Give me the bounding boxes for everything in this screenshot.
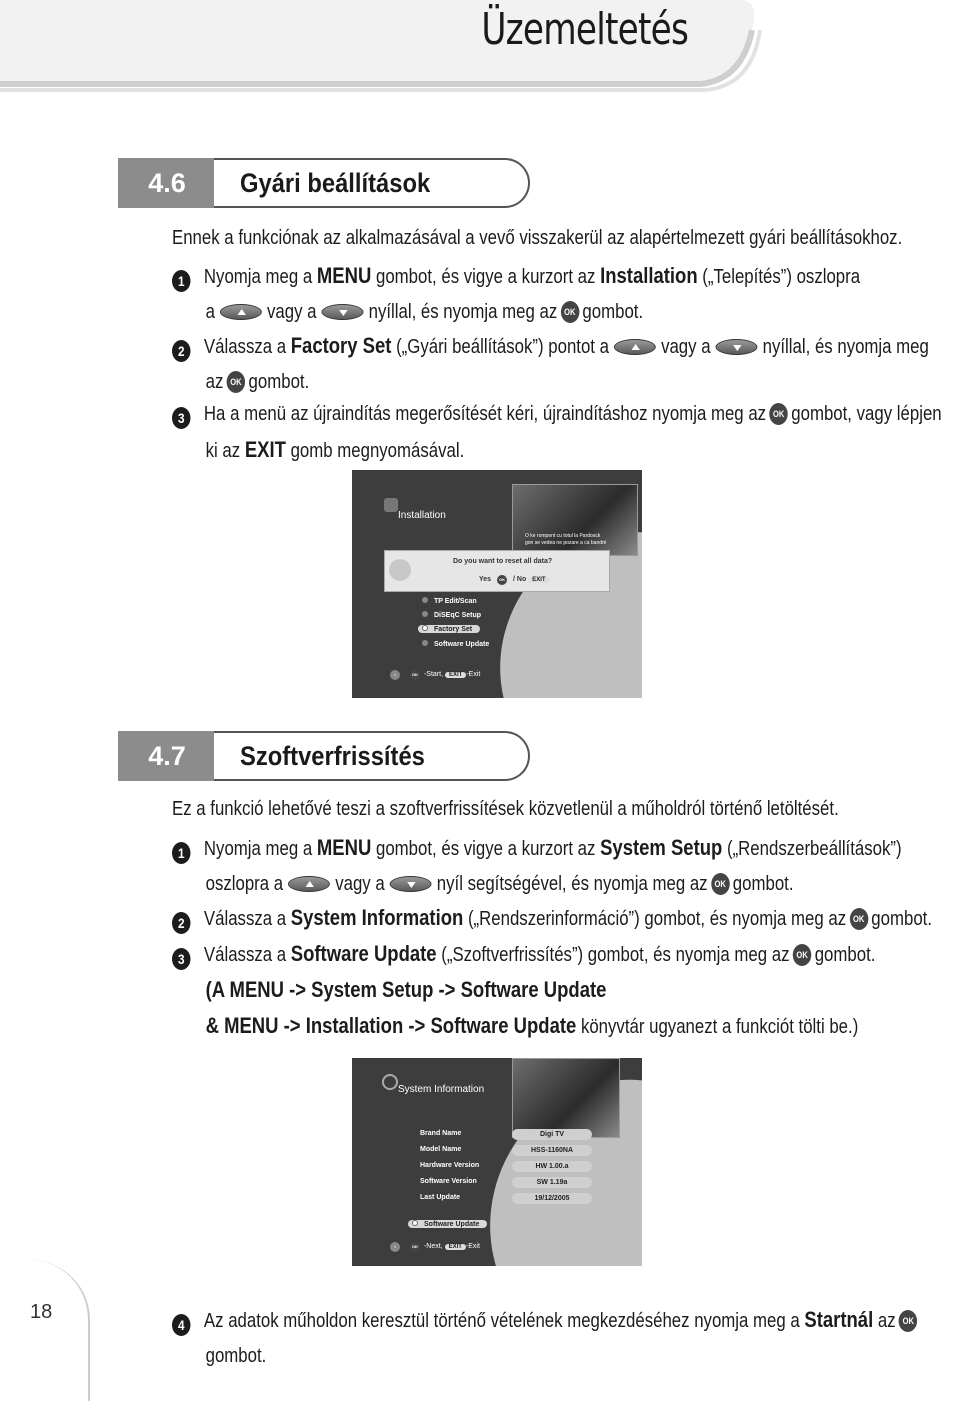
step-number: 3 [172, 407, 190, 429]
menu-item-software-update[interactable]: Software Update [422, 640, 489, 648]
info-label: Brand Name [420, 1130, 462, 1137]
section-header-4-6 [118, 158, 530, 208]
confirm-options: Yes OK / No EXIT [479, 575, 550, 585]
ok-button-icon: OK [227, 371, 245, 393]
step-number: 3 [172, 948, 190, 970]
section-intro: Ez a funkció lehetővé teszi a szoftverfrissítések közvetlenül a műholdról történő letöltését. [172, 798, 839, 820]
step-number: 2 [172, 912, 190, 934]
gear-icon [382, 1074, 398, 1090]
ok-button-icon: OK [769, 403, 787, 425]
down-arrow-icon [716, 339, 758, 355]
ok-button-icon: OK [561, 301, 579, 323]
system-information-screen [352, 1058, 642, 1266]
step-number: 4 [172, 1314, 190, 1336]
section-title: Szoftverfrissítés [240, 741, 425, 771]
no-option[interactable]: No [516, 576, 527, 583]
info-value: 19/12/2005 [512, 1193, 592, 1204]
step-1: 1 Nyomja meg a MENU gombot, és vigye a kurzort az Installation („Telepítés”) oszlopra a vagy a nyíllal, és nyomja meg az OK gombot. [172, 258, 860, 330]
menu-item-software-update[interactable]: Software Update [408, 1220, 487, 1228]
section-title: Gyári beállítások [240, 168, 431, 198]
info-value: HW 1.00.a [512, 1161, 592, 1172]
header-band [0, 0, 960, 100]
ok-button-icon: OK [899, 1310, 917, 1332]
info-value: SW 1.19a [512, 1177, 592, 1188]
page-corner-decoration [0, 1260, 90, 1401]
info-label: Software Version [420, 1178, 477, 1185]
step-4: 4 Az adatok műholdon keresztül történő vételének megkezdéséhez nyomja meg a Startnál az OK gombot. [172, 1302, 921, 1374]
section-header-4-7 [118, 731, 530, 781]
ok-button-icon: OK [410, 670, 420, 680]
exit-key-icon: EXIT [528, 577, 549, 583]
step-2: 2 Válassza a System Information („Rendszerinformáció”) gombot, és nyomja meg az OK gombot. [172, 900, 932, 936]
step-3: 3 Ha a menü az újraindítás megerősítését kéri, újraindításhoz nyomja meg az OK gombot, vagy lépjen ki az EXIT gomb megnyomásával. [172, 396, 942, 468]
step-3: 3 Válassza a Software Update („Szoftverfrissítés”) gombot, és nyomja meg az OK gombot. (A MENU -> System Setup -> Software Update & MENU -> Installation -> Software Update könyvtár ugyanezt a funkciót tölti be.) [172, 936, 875, 1044]
ok-button-icon: OK [497, 575, 507, 585]
info-label: Last Update [420, 1194, 461, 1201]
screen-footer-hints: i OK -Start, EXIT -Exit [386, 670, 480, 680]
info-icon: i [390, 1242, 400, 1252]
info-label: Model Name [420, 1146, 462, 1153]
section-number: 4.7 [118, 731, 216, 781]
step-number: 1 [172, 270, 190, 292]
ok-button-icon: OK [711, 873, 729, 895]
page-number: 18 [30, 1301, 53, 1323]
video-preview [512, 1058, 620, 1138]
section-number: 4.6 [118, 158, 216, 208]
exit-key-icon: EXIT [445, 672, 466, 678]
menu-item-factory-set[interactable]: Factory Set [418, 625, 480, 633]
confirm-dialog: Do you want to reset all data? Yes OK / No EXIT [384, 550, 610, 592]
yes-option[interactable]: Yes [479, 576, 492, 583]
video-preview: O ke rompent cu totul la Pardosck gon se vedea ne pozare a ca bandrè [512, 484, 638, 556]
installation-icon [384, 498, 398, 512]
page-header-title: Üzemeltetés [481, 4, 688, 55]
step-number: 2 [172, 340, 190, 362]
screen-title: System Information [398, 1084, 485, 1095]
down-arrow-icon [390, 876, 432, 892]
section-intro: Ennek a funkciónak az alkalmazásával a vevő visszakerül az alapértelmezett gyári beállításokhoz. [172, 227, 903, 249]
screen-footer-hints: i OK -Next, EXIT -Exit [386, 1242, 480, 1252]
step-1: 1 Nyomja meg a MENU gombot, és vigye a kurzort az System Setup („Rendszerbeállítások”) oszlopra a vagy a nyíl segítségével, és nyomja meg az OK gombot. [172, 830, 902, 902]
exit-key-icon: EXIT [445, 1244, 466, 1250]
ok-button-icon: OK [410, 1242, 420, 1252]
up-arrow-icon [220, 304, 262, 320]
ok-button-icon: OK [849, 908, 867, 930]
info-value: HSS-1160NA [512, 1145, 592, 1156]
step-number: 1 [172, 842, 190, 864]
ok-button-icon: OK [793, 944, 811, 966]
info-value: Digi TV [512, 1129, 592, 1140]
info-label: Hardware Version [420, 1162, 480, 1169]
down-arrow-icon [322, 304, 364, 320]
menu-item-tp-edit-scan[interactable]: TP Edit/Scan [422, 597, 477, 605]
up-arrow-icon [288, 876, 330, 892]
up-arrow-icon [614, 339, 656, 355]
info-icon: i [390, 670, 400, 680]
question-icon [389, 559, 411, 581]
menu-item-diseqc-setup[interactable]: DiSEqC Setup [422, 611, 481, 619]
installation-screen [352, 470, 642, 698]
screen-title: Installation [398, 510, 446, 521]
step-2: 2 Válassza a Factory Set („Gyári beállítások”) pontot a vagy a nyíllal, és nyomja meg az OK gombot. [172, 328, 929, 400]
